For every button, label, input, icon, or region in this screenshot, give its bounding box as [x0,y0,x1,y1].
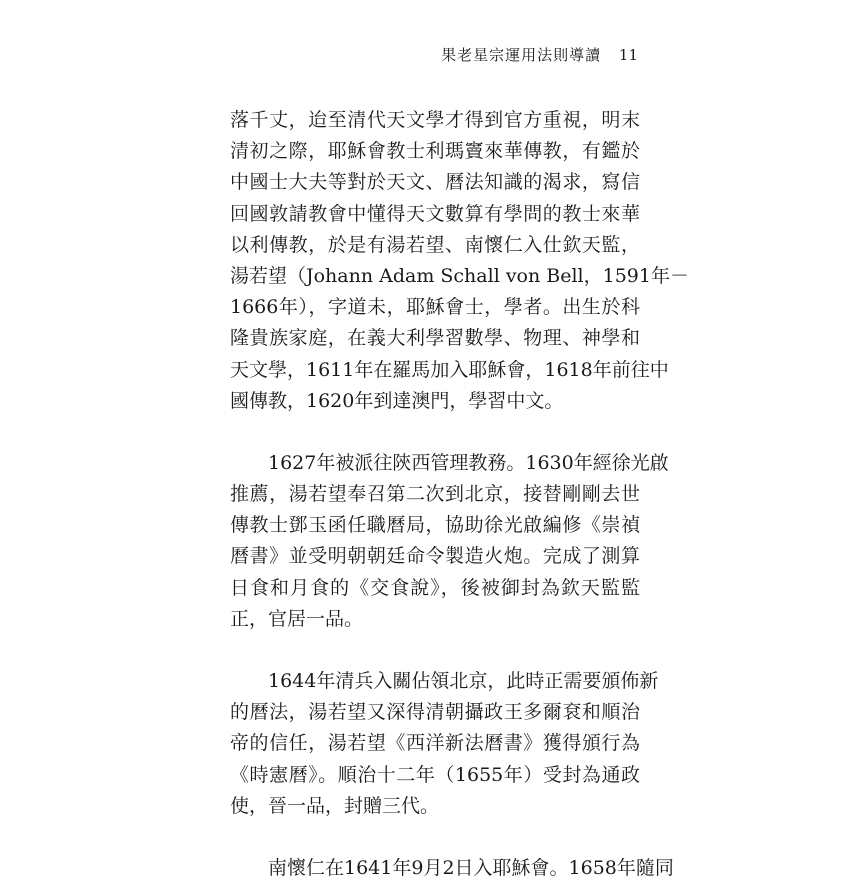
text-line: 日食和月食的《交食說》，後被御封為欽天監監 [230,576,640,599]
text-line: 以利傳教，於是有湯若望、南懷仁入仕欽天監， [230,233,640,256]
text-line: 清初之際，耶穌會教士利瑪竇來華傳教，有鑑於 [230,140,640,163]
text-line: 《時憲曆》。順治十二年（1655年）受封為通政 [230,763,640,786]
text-line: 天文學，1611年在羅馬加入耶穌會，1618年前往中 [230,358,669,381]
page-number: 11 [618,46,638,64]
paragraph-3 [230,666,659,822]
text-line: 傳教士鄧玉函任職曆局，協助徐光啟編修《崇禎 [230,514,640,537]
book-title: 果老星宗運用法則導讀 [441,46,602,64]
text-line: 湯若望（Johann Adam Schall von Bell，1591年－ [230,264,689,287]
text-line: 1666年），字道未，耶穌會士，學者。出生於科 [230,296,640,319]
text-line: 落千丈，迨至清代天文學才得到官方重視，明末 [230,109,640,131]
paragraph-1 [230,105,689,417]
text-line: 中國士大夫等對於天文、曆法知識的渴求，寫信 [230,171,640,194]
text-line: 曆書》並受明朝朝廷命令製造火炮。完成了測算 [230,545,640,568]
text-line: 正，官居一品。 [230,607,364,630]
text-line: 的曆法，湯若望又深得清朝攝政王多爾袞和順治 [230,701,640,724]
text-line: 1644年清兵入關佔領北京，此時正需要頒佈新 [268,670,659,692]
text-line: 南懷仁在1641年9月2日入耶穌會。1658年隨同 [268,856,674,879]
running-header [441,44,638,65]
text-line: 帝的信任，湯若望《西洋新法曆書》獲得頒行為 [230,732,640,755]
body-text [230,105,689,884]
text-line: 使，晉一品，封贈三代。 [230,794,440,817]
text-line: 1627年被派往陝西管理教務。1630年經徐光啟 [268,451,669,474]
text-line: 推薦，湯若望奉召第二次到北京，接替剛剛去世 [230,483,640,506]
paragraph-4 [230,853,674,884]
text-line: 隆貴族家庭，在義大利學習數學、物理、神學和 [230,327,640,350]
paragraph-2 [230,448,669,635]
text-line: 國傳教，1620年到達澳門，學習中文。 [230,389,564,412]
text-line: 回國敦請教會中懂得天文數算有學問的教士來華 [230,202,640,225]
